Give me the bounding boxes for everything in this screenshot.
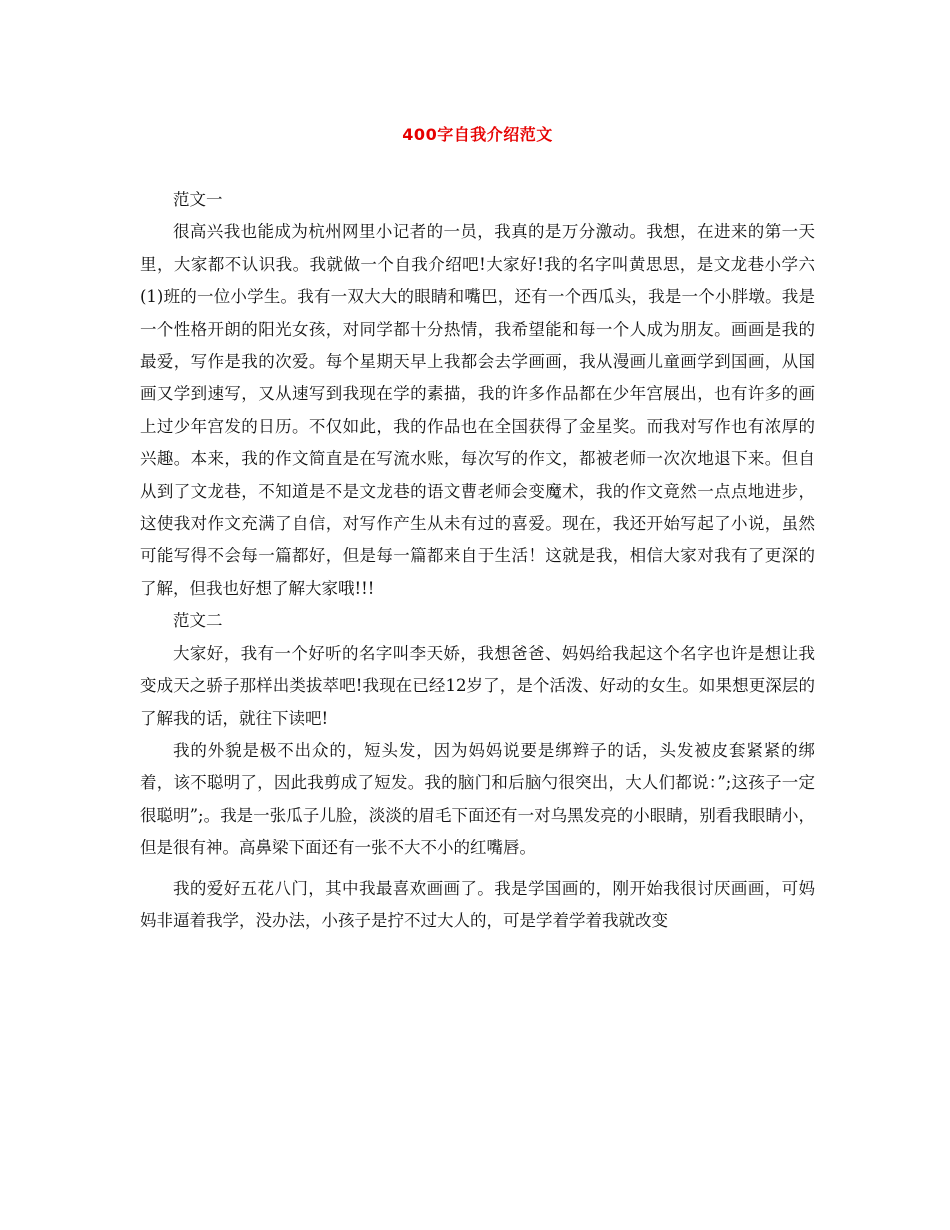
document-body	[140, 184, 815, 937]
paragraph-sample-2-intro: 大家好，我有一个好听的名字叫李天娇，我想爸爸、妈妈给我起这个名字也许是想让我变成天之骄子那样出类拔萃吧!我现在已经12岁了，是个活泼、好动的女生。如果想更深层的了解我的话，就往下读吧!	[140, 643, 815, 728]
paragraph-sample-1: 很高兴我也能成为杭州网里小记者的一员，我真的是万分激动。我想，在进来的第一天里，大家都不认识我。我就做一个自我介绍吧!大家好!我的名字叫黄思思，是文龙巷小学六(1)班的一位小学生。我有一双大大的眼睛和嘴巴，还有一个西瓜头，我是一个小胖墩。我是一个性格开朗的阳光女孩，对同学都十分热情，我希望能和每一个人成为朋友。画画是我的最爱，写作是我的次爱。每个星期天早上我都会去学画画，我从漫画儿童画学到国画，从国画又学到速写，又从速写到我现在学的素描，我的许多作品都在少年宫展出，也有许多的画上过少年宫发的日历。不仅如此，我的作品也在全国获得了金星奖。而我对写作也有浓厚的兴趣。本来，我的作文简直是在写流水账，每次写的作文，都被老师一次次地退下来。但自从到了文龙巷，不知道是不是文龙巷的语文曹老师会变魔术，我的作文竟然一点点地进步，这使我对作文充满了自信，对写作产生从未有过的喜爱。现在，我还开始写起了小说，虽然可能写得不会每一篇都好，但是每一篇都来自于生活！这就是我，相信大家对我有了更深的了解，但我也好想了解大家哦!!!	[140, 222, 815, 598]
section-heading-1: 范文一	[173, 190, 223, 209]
paragraph-hobbies: 我的爱好五花八门，其中我最喜欢画画了。我是学国画的，刚开始我很讨厌画画，可妈妈非逼着我学，没办法，小孩子是拧不过大人的，可是学着学着我就改变	[140, 878, 815, 930]
section-heading-2: 范文二	[173, 611, 223, 631]
paragraph-appearance: 我的外貌是极不出众的，短头发，因为妈妈说要是绑辫子的话，头发被皮套紧紧的绑着，该不聪明了，因此我剪成了短发。我的脑门和后脑勺很突出，大人们都说：”;这孩子一定很聪明”;。我是一张瓜子儿脸，淡淡的眉毛下面还有一对乌黑发亮的小眼睛，别看我眼睛小，但是很有神。高鼻梁下面还有一张不大不小的红嘴唇。	[140, 740, 815, 858]
document-title: 400字自我介绍范文	[402, 125, 553, 144]
